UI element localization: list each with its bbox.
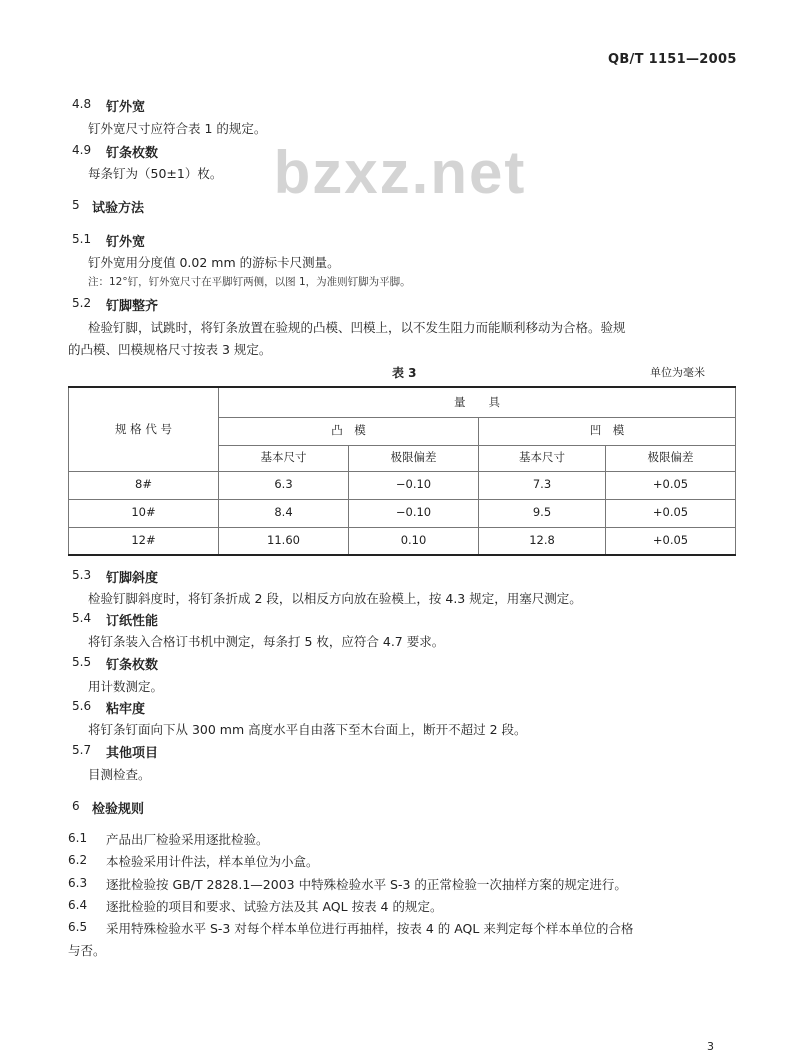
item-number: 6.1 — [68, 831, 88, 845]
table-row — [69, 527, 736, 555]
header-convex: 凸 模 — [219, 417, 479, 445]
chapter-title: 检验规则 — [92, 802, 145, 817]
section-body: 的凸模、凹模规格尺寸按表 3 规定。 — [68, 342, 272, 357]
section-title: 钉条枚数 — [106, 658, 159, 673]
section-body: 钉外宽用分度值 0.02 mm 的游标卡尺测量。 — [88, 255, 340, 270]
section-title: 钉外宽 — [106, 235, 146, 250]
section-title: 钉脚整齐 — [106, 299, 159, 314]
table-3 — [68, 386, 736, 556]
cell-concave-dev: +0.05 — [606, 527, 736, 555]
cell-code: 10# — [69, 499, 219, 527]
section-number: 5.1 — [72, 232, 92, 246]
section-title: 钉条枚数 — [106, 146, 159, 161]
section-number: 5.3 — [72, 568, 92, 582]
chapter-number: 6 — [72, 799, 80, 813]
cell-concave-basic: 9.5 — [479, 499, 606, 527]
item-number: 6.2 — [68, 853, 88, 867]
item-text-continued: 与否。 — [68, 943, 106, 958]
section-number: 5.4 — [72, 611, 92, 625]
cell-code: 12# — [69, 527, 219, 555]
item-text: 采用特殊检验水平 S-3 对每个样本单位进行再抽样，按表 4 的 AQL 来判定每个样本单位的合格 — [106, 921, 634, 936]
section-body: 用计数测定。 — [88, 679, 164, 694]
item-text: 逐批检验按 GB/T 2828.1—2003 中特殊检验水平 S-3 的正常检验一次抽样方案的规定进行。 — [106, 877, 627, 892]
section-number: 5.2 — [72, 296, 92, 310]
cell-convex-dev: 0.10 — [349, 527, 479, 555]
section-number: 5.7 — [72, 743, 92, 757]
section-body: 检验钉脚斜度时，将钉条折成 2 段，以相反方向放在验模上，按 4.3 规定，用塞尺测定。 — [88, 591, 582, 606]
item-text: 逐批检验的项目和要求、试验方法及其 AQL 按表 4 的规定。 — [106, 899, 443, 914]
cell-concave-dev: +0.05 — [606, 499, 736, 527]
item-number: 6.4 — [68, 898, 88, 912]
section-title: 订纸性能 — [106, 614, 159, 629]
section-number: 4.9 — [72, 143, 92, 157]
cell-convex-dev: −0.10 — [349, 471, 479, 499]
cell-convex-basic: 11.60 — [219, 527, 349, 555]
cell-convex-basic: 8.4 — [219, 499, 349, 527]
header-concave: 凹 模 — [479, 417, 736, 445]
header-limit-dev: 极限偏差 — [349, 445, 479, 471]
cell-concave-basic: 7.3 — [479, 471, 606, 499]
section-body: 钉外宽尺寸应符合表 1 的规定。 — [88, 121, 267, 136]
header-spec-code: 规 格 代 号 — [69, 387, 219, 471]
header-basic-size: 基本尺寸 — [479, 445, 606, 471]
section-number: 5.5 — [72, 655, 92, 669]
section-body: 将钉条钉面向下从 300 mm 高度水平自由落下至木台面上，断开不超过 2 段。 — [88, 722, 527, 737]
item-number: 6.5 — [68, 920, 88, 934]
table-caption: 表 3 — [392, 366, 417, 380]
watermark: bzxz.net — [273, 139, 527, 206]
section-body: 检验钉脚，试跳时，将钉条放置在验规的凸模、凹模上，以不发生阻力而能顺利移动为合格。验规 — [88, 320, 626, 335]
section-body: 每条钉为（50±1）枚。 — [88, 166, 223, 181]
header-basic-size: 基本尺寸 — [219, 445, 349, 471]
section-body: 目测检查。 — [88, 767, 151, 782]
chapter-number: 5 — [72, 198, 80, 212]
standard-code: QB/T 1151—2005 — [608, 52, 737, 67]
item-number: 6.3 — [68, 876, 88, 890]
item-text: 产品出厂检验采用逐批检验。 — [106, 832, 269, 847]
table-row — [69, 499, 736, 527]
chapter-title: 试验方法 — [92, 201, 145, 216]
section-body: 将钉条装入合格订书机中测定，每条打 5 枚，应符合 4.7 要求。 — [88, 634, 445, 649]
section-title: 粘牢度 — [106, 702, 146, 717]
cell-convex-dev: −0.10 — [349, 499, 479, 527]
header-gauge: 量 具 — [219, 387, 736, 417]
cell-convex-basic: 6.3 — [219, 471, 349, 499]
section-title: 其他项目 — [106, 746, 159, 761]
page-number: 3 — [707, 1040, 714, 1053]
section-note: 注：12°钉，钉外宽尺寸在平脚钉两侧，以图 1，为准则钉脚为平脚。 — [88, 276, 411, 288]
section-title: 钉脚斜度 — [106, 571, 159, 586]
table-row — [69, 471, 736, 499]
section-number: 5.6 — [72, 699, 92, 713]
section-title: 钉外宽 — [106, 100, 146, 115]
table-unit: 单位为毫米 — [650, 366, 705, 379]
cell-concave-basic: 12.8 — [479, 527, 606, 555]
cell-code: 8# — [69, 471, 219, 499]
header-limit-dev: 极限偏差 — [606, 445, 736, 471]
cell-concave-dev: +0.05 — [606, 471, 736, 499]
item-text: 本检验采用计件法，样本单位为小盒。 — [106, 854, 319, 869]
section-number: 4.8 — [72, 97, 92, 111]
